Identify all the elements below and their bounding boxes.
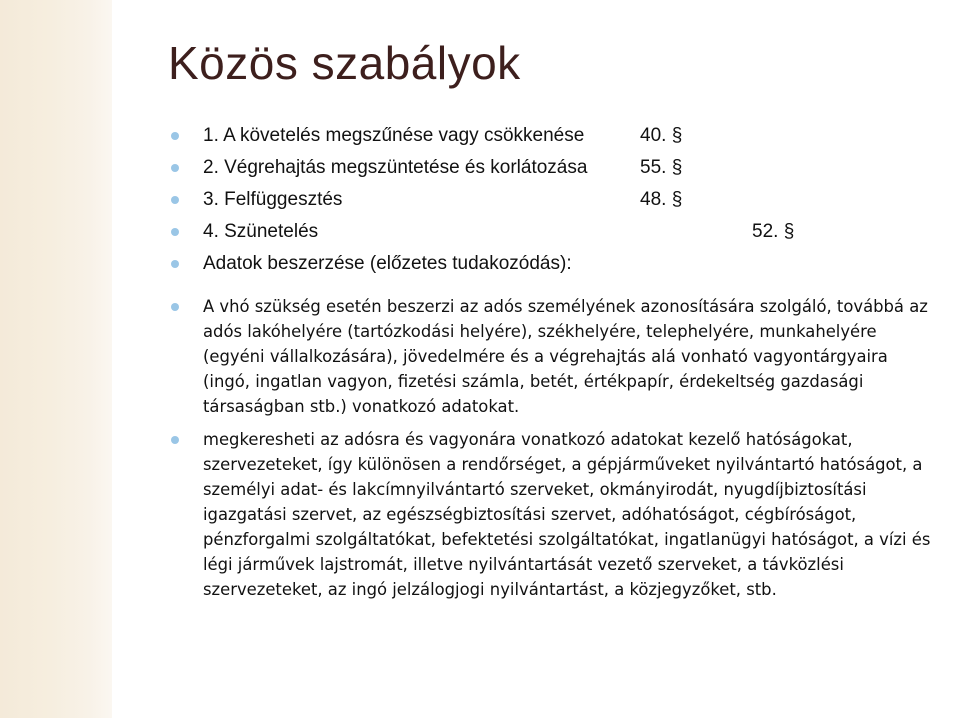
list-item <box>168 216 938 248</box>
decorative-left-band <box>0 0 112 718</box>
bullet-list <box>168 120 938 602</box>
bullet-icon <box>171 164 179 172</box>
paragraph-item <box>168 294 938 419</box>
list-item-text: 2. Végrehajtás megszüntetése és korlátozása <box>203 157 588 178</box>
list-item-text: 3. Felfüggesztés <box>203 189 343 210</box>
section-ref: 40. § <box>640 125 683 146</box>
paragraph-text: A vhó szükség esetén beszerzi az adós személyének azonosítására szolgáló, továbbá az adós lakóhelyére (tartózkodási helyére), székhelyére, telephelyére, munkahelyére (egyéni vállalkozására), jövedelmére és a végrehajtás alá vonható vagyontárgyaira (ingó, ingatlan vagyon, fizetési számla, betét, értékpapír, érdekeltség gazdasági társaságban stb.) vonatkozó adatokat. <box>203 297 928 416</box>
list-item-text: 1. A követelés megszűnése vagy csökkenése <box>203 125 585 146</box>
bullet-icon <box>171 228 179 236</box>
section-ref: 55. § <box>640 157 683 178</box>
bullet-icon <box>171 132 179 140</box>
section-ref: 52. § <box>752 221 795 242</box>
bullet-icon <box>171 436 179 444</box>
list-item <box>168 184 938 216</box>
list-item-text: Adatok beszerzése (előzetes tudakozódás): <box>203 253 572 274</box>
paragraph-item <box>168 427 938 602</box>
list-item <box>168 120 938 152</box>
slide-title: Közös szabályok <box>168 37 521 89</box>
list-item <box>168 248 938 280</box>
list-item <box>168 152 938 184</box>
section-ref: 48. § <box>640 189 683 210</box>
bullet-icon <box>171 303 179 311</box>
list-item-text: 4. Szünetelés <box>203 221 319 242</box>
bullet-icon <box>171 196 179 204</box>
bullet-icon <box>171 260 179 268</box>
paragraph-text: megkeresheti az adósra és vagyonára vonatkozó adatokat kezelő hatóságokat, szervezeteket, így különösen a rendőrséget, a gépjárműveket nyilvántartó hatóságot, a személyi adat- és lakcímnyilvántartó szerveket, okmányirodát, nyugdíjbiztosítási igazgatási szervet, az egészségbiztosítási szervet, adóhatóságot, cégbíróságot, pénzforgalmi szolgáltatókat, befektetési szolgáltatókat, ingatlanügyi hatóságot, a vízi és légi járművek lajstromát, illetve nyilvántartását vezető szerveket, a távközlési szervezeteket, az ingó jelzálogjogi nyilvántartást, a közjegyzőket, stb. <box>203 430 931 599</box>
